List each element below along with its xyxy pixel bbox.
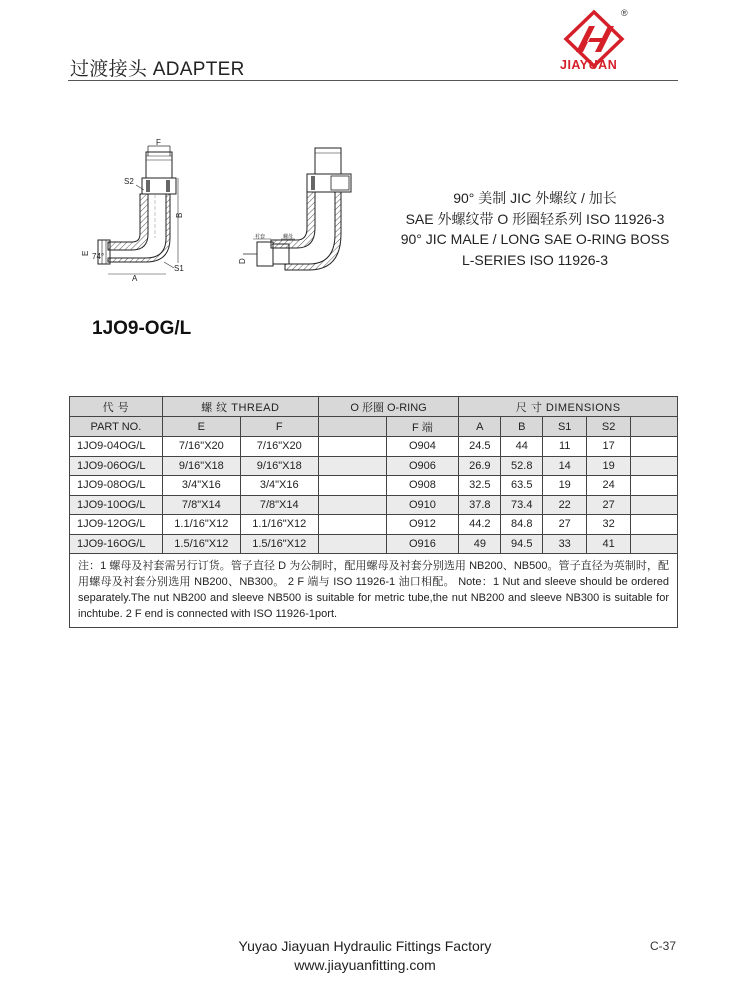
cell-part: 1JO9-10OG/L [70,495,163,515]
header-a: A [459,417,501,437]
dim-s1-label: S1 [174,264,184,273]
cell-part: 1JO9-06OG/L [70,456,163,476]
cell-a: 49 [459,534,501,554]
cell-f: 7/16"X20 [240,437,318,457]
cell-part: 1JO9-04OG/L [70,437,163,457]
cell-blank [631,437,678,457]
header-s1: S1 [543,417,587,437]
table-note-row [70,554,678,628]
cell-b: 44 [501,437,543,457]
dim-a-label: A [132,274,138,283]
cell-s2: 41 [587,534,631,554]
header-oring: O 形圈 O-RING [318,397,459,417]
footer-company: Yuyao Jiayuan Hydraulic Fittings Factory [238,938,492,954]
cell-s2: 17 [587,437,631,457]
fitting-drawing-assembly [235,140,370,290]
cell-s1: 33 [543,534,587,554]
cell-oring [318,534,386,554]
cell-b: 84.8 [501,515,543,535]
dim-b-label: B [175,212,184,218]
table-row [70,456,678,476]
table-note: 注：1 螺母及衬套需另行订货。管子直径 D 为公制时，配用螺母及衬套分别选用 NB200、NB500。管子直径为英制时，配用螺母及衬套分别选用 NB200、NB300。 2 F 端与 ISO 11926-1 油口相配。 Note：1 Nut and sleeve should be ordered separately.The nut NB200 and sleeve NB500 is suitable for metric tube,the nut NB200 and sleeve NB300 is suitable for inchtube. 2 F end is connected with ISO 11926-1port. [70,554,678,628]
cell-blank [631,456,678,476]
cell-oring [318,437,386,457]
dim-e-label: E [81,250,90,256]
cell-e: 7/16"X20 [162,437,240,457]
page-number: C-37 [650,939,677,953]
cell-s1: 22 [543,495,587,515]
cell-b: 63.5 [501,476,543,496]
cell-f-end: O906 [386,456,459,476]
header-f-end: F 端 [386,417,459,437]
dim-angle-label: 74° [92,252,105,261]
nut-label: 螺母 [283,234,294,240]
cell-f-end: O904 [386,437,459,457]
cell-f-end: O916 [386,534,459,554]
cell-f-end: O910 [386,495,459,515]
fitting-drawing-dimensions [78,138,208,283]
table-row [70,534,678,554]
cell-f: 1.1/16"X12 [240,515,318,535]
description-line-3: 90° JIC MALE / LONG SAE O-RING BOSS [400,231,670,247]
header-part-no: PART NO. [70,417,163,437]
cell-e: 1.1/16"X12 [162,515,240,535]
cell-blank [631,495,678,515]
cell-a: 37.8 [459,495,501,515]
description-line-4: L-SERIES ISO 11926-3 [461,251,609,268]
sleeve-label: 衬套 [255,234,266,240]
cell-s1: 11 [543,437,587,457]
cell-a: 24.5 [459,437,501,457]
cell-f: 3/4"X16 [240,476,318,496]
cell-a: 44.2 [459,515,501,535]
cell-s1: 19 [543,476,587,496]
header-e: E [162,417,240,437]
header-dimensions: 尺 寸 DIMENSIONS [459,397,678,417]
dim-d-label: D [238,258,247,264]
description-line-1: 90° 美制 JIC 外螺纹 / 加长 [453,190,617,206]
cell-part: 1JO9-16OG/L [70,534,163,554]
cell-s1: 27 [543,515,587,535]
cell-b: 52.8 [501,456,543,476]
dim-f-label: F [156,138,161,147]
cell-f: 9/16"X18 [240,456,318,476]
table-row [70,437,678,457]
table-row [70,495,678,515]
table-header-row-1 [70,397,678,417]
product-description [380,188,690,270]
cell-blank [631,476,678,496]
specification-table [69,396,678,628]
cell-blank [631,515,678,535]
cell-e: 1.5/16"X12 [162,534,240,554]
cell-e: 7/8"X14 [162,495,240,515]
cell-blank [631,534,678,554]
header-rule [68,80,678,81]
cell-s2: 32 [587,515,631,535]
cell-a: 26.9 [459,456,501,476]
model-number: 1JO9-OG/L [92,318,192,339]
table-row [70,476,678,496]
header-oring-blank [318,417,386,437]
table-row [70,515,678,535]
header-b: B [501,417,543,437]
cell-f: 1.5/16"X12 [240,534,318,554]
cell-f-end: O908 [386,476,459,496]
dim-s2-label: S2 [124,177,134,186]
cell-oring [318,476,386,496]
footer [0,937,730,975]
cell-oring [318,495,386,515]
cell-f: 7/8"X14 [240,495,318,515]
cell-e: 9/16"X18 [162,456,240,476]
cell-s2: 19 [587,456,631,476]
cell-oring [318,515,386,535]
cell-b: 94.5 [501,534,543,554]
header-f: F [240,417,318,437]
table-header-row-2 [70,417,678,437]
cell-b: 73.4 [501,495,543,515]
cell-s2: 24 [587,476,631,496]
cell-f-end: O912 [386,515,459,535]
header-code: 代 号 [70,397,163,417]
cell-oring [318,456,386,476]
header-blank [631,417,678,437]
cell-part: 1JO9-08OG/L [70,476,163,496]
registered-mark: ® [621,8,628,18]
page-header-title: 过渡接头 ADAPTER [70,59,245,80]
cell-s1: 14 [543,456,587,476]
cell-a: 32.5 [459,476,501,496]
header-thread: 螺 纹 THREAD [162,397,318,417]
description-line-2: SAE 外螺纹带 O 形圈轻系列 ISO 11926-3 [405,210,665,227]
cell-part: 1JO9-12OG/L [70,515,163,535]
cell-s2: 27 [587,495,631,515]
brand-name: JIAYUAN [560,58,618,72]
header-s2: S2 [587,417,631,437]
footer-website: www.jiayuanfitting.com [294,957,436,973]
cell-e: 3/4"X16 [162,476,240,496]
